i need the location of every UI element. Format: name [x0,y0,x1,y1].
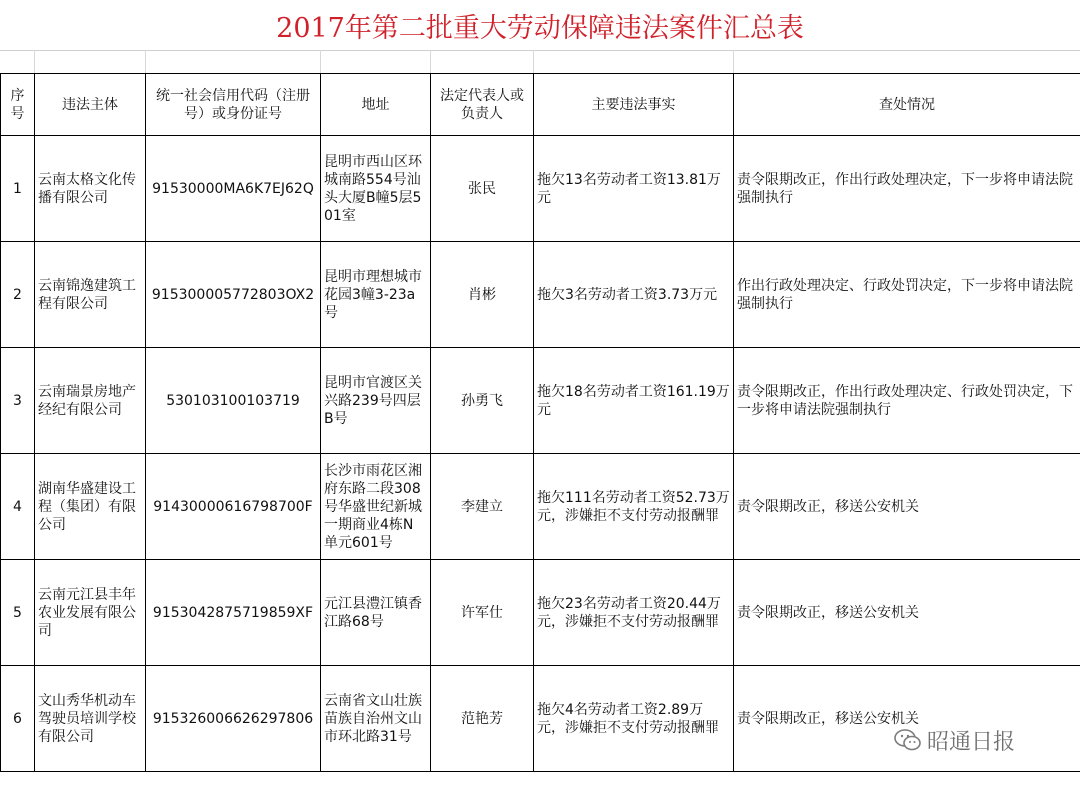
row-address: 元江县澧江镇香江路68号 [321,560,431,666]
table-row [1,560,1080,666]
row-action: 责令限期改正，移送公安机关 [734,666,1080,772]
row-address: 昆明市西山区环城南路554号汕头大厦B幢5层501室 [321,136,431,242]
row-code: 91530000MA6K7EJ62Q [146,136,321,242]
header-address: 地址 [321,74,431,136]
row-entity: 文山秀华机动车驾驶员培训学校有限公司 [35,666,146,772]
row-rep: 孙勇飞 [431,348,534,454]
row-fact: 拖欠111名劳动者工资52.73万元，涉嫌拒不支付劳动报酬罪 [534,454,734,560]
row-fact: 拖欠13名劳动者工资13.81万元 [534,136,734,242]
row-fact: 拖欠23名劳动者工资20.44万元，涉嫌拒不支付劳动报酬罪 [534,560,734,666]
row-action: 责令限期改正，移送公安机关 [734,560,1080,666]
header-entity: 违法主体 [35,74,146,136]
row-rep: 范艳芳 [431,666,534,772]
row-address: 长沙市雨花区湘府东路二段308号华盛世纪新城一期商业4栋N单元601号 [321,454,431,560]
row-rep: 许军仕 [431,560,534,666]
row-action: 责令限期改正，移送公安机关 [734,454,1080,560]
header-row [1,74,1080,136]
row-address: 昆明市官渡区关兴路239号四层B号 [321,348,431,454]
header-code: 统一社会信用代码（注册号）或身份证号 [146,74,321,136]
header-rep: 法定代表人或负责人 [431,74,534,136]
watermark-text: 昭通日报 [927,729,1016,755]
row-no: 6 [1,666,35,772]
table-row [1,348,1080,454]
table-row [1,454,1080,560]
row-rep: 肖彬 [431,242,534,348]
row-entity: 云南瑞景房地产经纪有限公司 [35,348,146,454]
watermark [893,723,1015,757]
blank-row [0,50,1080,73]
table-row [1,136,1080,242]
row-entity: 云南锦逸建筑工程有限公司 [35,242,146,348]
row-code: 915326006626297806 [146,666,321,772]
row-no: 4 [1,454,35,560]
row-rep: 张民 [431,136,534,242]
cases-table [0,73,1080,772]
row-no: 1 [1,136,35,242]
row-no: 5 [1,560,35,666]
row-rep: 李建立 [431,454,534,560]
page-title: 2017年第二批重大劳动保障违法案件汇总表 [0,0,1080,51]
wechat-icon [893,727,923,753]
row-address: 云南省文山壮族苗族自治州文山市环北路31号 [321,666,431,772]
header-action: 查处情况 [734,74,1080,136]
row-address: 昆明市理想城市花园3幢3-23a号 [321,242,431,348]
row-code: 91430000616798700F [146,454,321,560]
row-entity: 云南元江县丰年农业发展有限公司 [35,560,146,666]
table-row [1,242,1080,348]
row-action: 责令限期改正，作出行政处理决定、行政处罚决定，下一步将申请法院强制执行 [734,348,1080,454]
row-entity: 湖南华盛建设工程（集团）有限公司 [35,454,146,560]
row-code: 530103100103719 [146,348,321,454]
row-fact: 拖欠18名劳动者工资161.19万元 [534,348,734,454]
row-no: 2 [1,242,35,348]
row-action: 责令限期改正，作出行政处理决定，下一步将申请法院强制执行 [734,136,1080,242]
row-code: 915300005772803OX2 [146,242,321,348]
row-code: 9153042875719859XF [146,560,321,666]
row-action: 作出行政处理决定、行政处罚决定，下一步将申请法院强制执行 [734,242,1080,348]
row-fact: 拖欠3名劳动者工资3.73万元 [534,242,734,348]
row-entity: 云南太格文化传播有限公司 [35,136,146,242]
header-fact: 主要违法事实 [534,74,734,136]
header-no: 序号 [1,74,35,136]
row-fact: 拖欠4名劳动者工资2.89万元，涉嫌拒不支付劳动报酬罪 [534,666,734,772]
row-no: 3 [1,348,35,454]
